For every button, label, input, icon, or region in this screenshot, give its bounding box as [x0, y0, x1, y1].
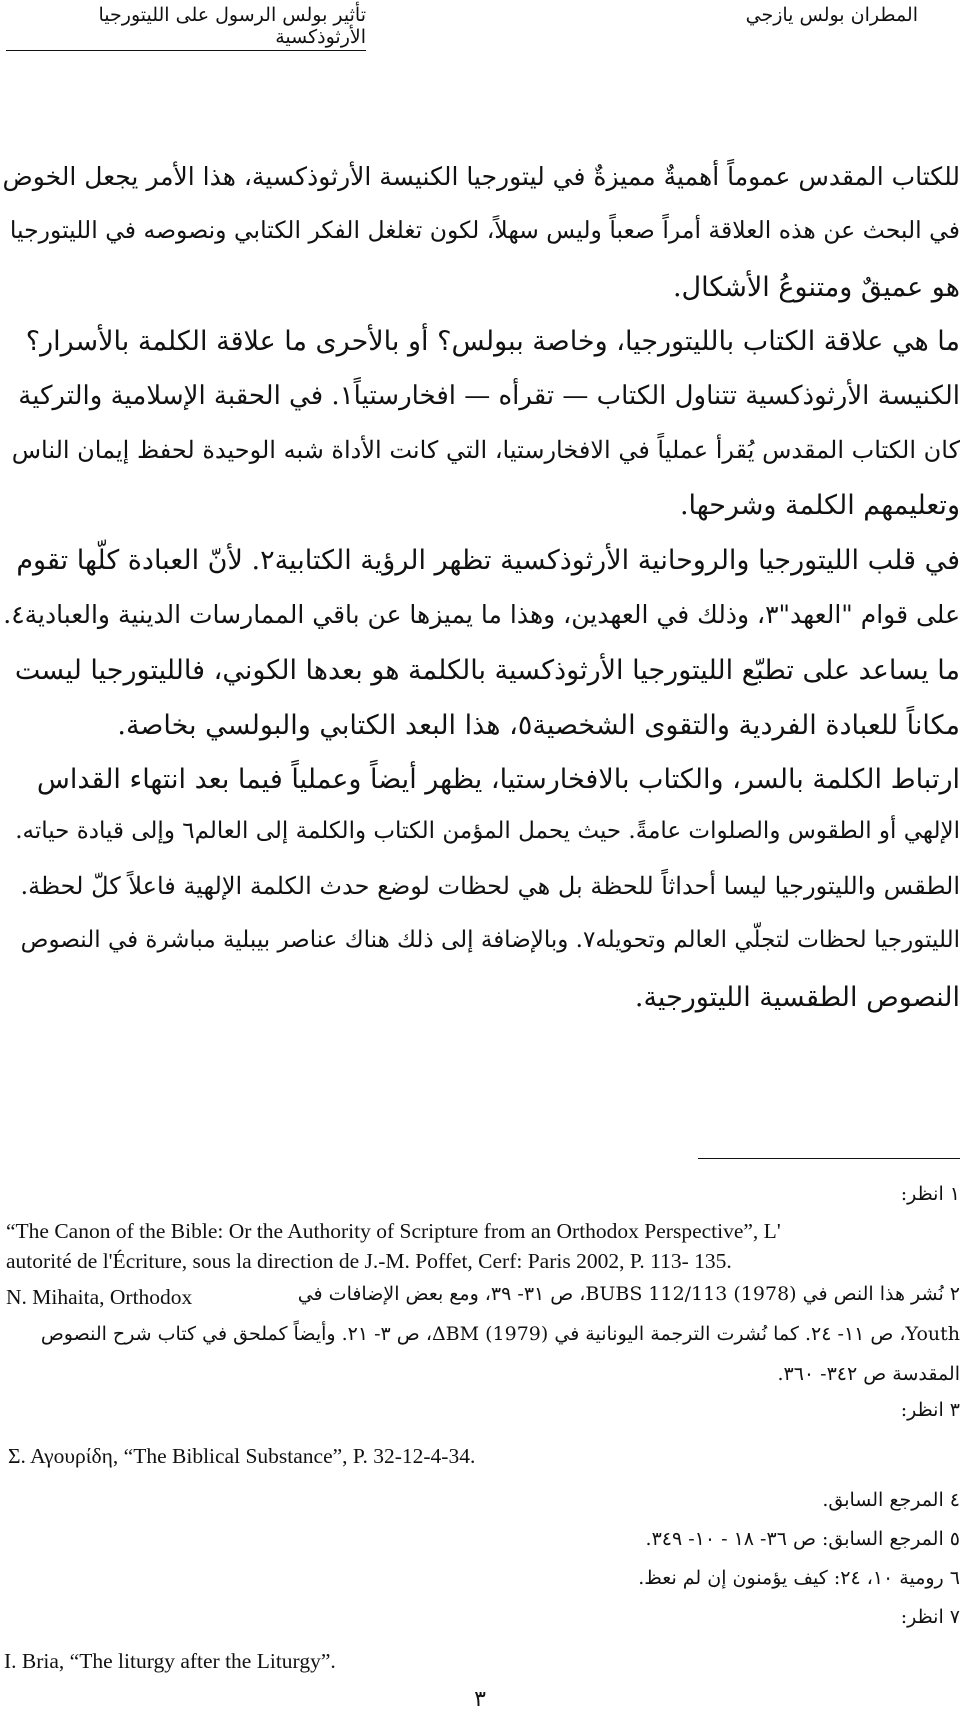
body-line: وتعليمهم الكلمة وشرحها. — [679, 490, 960, 521]
body-line: في البحث عن هذه العلاقة أمراً صعباً وليس سهلاً، لكون تغلغل الفكر الكتابي ونصوصه في الليتورجيا — [9, 216, 960, 244]
footnote-1-label: ١ انظر: — [900, 1183, 960, 1205]
body-line: الليتورجيا لحظات لتجلّي العالم وتحويله٧. وبالإضافة إلى ذلك هناك عناصر بيبلية مباشرة في النصوص — [20, 927, 960, 953]
body-line: في قلب الليتورجيا والروحانية الأرثوذكسية تظهر الرؤية الكتابية٢. لأنّ العبادة كلّها تقوم — [16, 545, 960, 576]
footnote-7-citation: I. Bria, “The liturgy after the Liturgy”. — [4, 1649, 336, 1673]
body-line: النصوص الطقسية الليتورجية. — [634, 982, 960, 1013]
footnote-1-citation-line1: “The Canon of the Bible: Or the Authority of Scripture from an Orthodox Perspective”, L' — [6, 1219, 781, 1243]
body-line: الطقس والليتورجيا ليسا أحداثاً للحظة بل هي لحظات لوضع حدث الكلمة الإلهية فاعلاً كلّ لحظة. — [20, 872, 960, 900]
footnote-2-line3: المقدسة ص ٣٤٢- ٣٦٠. — [777, 1363, 960, 1385]
header-title: تأثير بولس الرسول على الليتورجيا الأرثوذكسية — [6, 4, 366, 51]
page-number: ٣ — [474, 1687, 486, 1712]
footnote-2-line2: Youth، ص ١١- ٢٤. كما نُشرت الترجمة اليونانية في ΔBM (1979)، ص ٣- ٢١. وأيضاً كملحق في كتاب شرح النصوص — [40, 1323, 960, 1345]
footnote-2-line1: ٢ نُشر هذا النص في (1978) BUBS 112/113، ص ٣١- ٣٩، ومع بعض الإضافات في — [297, 1283, 960, 1305]
footnote-6: ٦ رومية ١٠، ٢٤: كيف يؤمنون إن لم نعظ. — [638, 1567, 960, 1589]
body-line: مكاناً للعبادة الفردية والتقوى الشخصية٥، هذا البعد الكتابي والبولسي بخاصة. — [117, 710, 960, 741]
body-line: الكنيسة الأرثوذكسية تتناول الكتاب — تقرأه — افخارستياً١. في الحقبة الإسلامية والتركية — [18, 381, 960, 411]
body-line: للكتاب المقدس عموماً أهميةٌ مميزةٌ في ليتورجيا الكنيسة الأرثوذكسية، هذا الأمر يجعل الخوض — [2, 162, 960, 191]
footnote-separator — [698, 1158, 960, 1159]
footnote-5: ٥ المرجع السابق: ص ٣٦- ١٨ - ١٠- ٣٤٩. — [645, 1528, 960, 1550]
footnote-4: ٤ المرجع السابق. — [822, 1489, 960, 1511]
body-line: ما هي علاقة الكتاب بالليتورجيا، وخاصة ببولس؟ أو بالأحرى ما علاقة الكلمة بالأسرار؟ — [25, 326, 960, 357]
body-line: هو عميقٌ ومتنوعُ الأشكال. — [672, 272, 960, 303]
body-line: الإلهي أو الطقوس والصلوات عامةً. حيث يحمل المؤمن الكتاب والكلمة إلى العالم٦ وإلى قيادة حياته. — [15, 818, 960, 844]
footnote-7-label: ٧ انظر: — [900, 1606, 960, 1628]
footnote-3-citation: Σ. Αγουρίδη, “The Biblical Substance”, P. 32-12-4-34. — [8, 1444, 476, 1468]
body-line: على قوام "العهد"٣، وذلك في العهدين، وهذا ما يميزها عن باقي الممارسات الدينية والعبادية٤. — [3, 600, 960, 629]
footnote-1-citation-line2: autorité de l'Écriture, sous la direction de J.-M. Poffet, Cerf: Paris 2002, P. 113- 135. — [6, 1249, 732, 1273]
footnote-2-line1-latin: N. Mihaita, Orthodox — [6, 1285, 193, 1309]
header-author: المطران بولس يازجي — [745, 4, 918, 26]
body-line: ما يساعد على تطبّع الليتورجيا الأرثوذكسية بالكلمة هو بعدها الكوني، فالليتورجيا ليست — [14, 655, 960, 686]
body-line: ارتباط الكلمة بالسر، والكتاب بالافخارستيا، يظهر أيضاً وعملياً فيما بعد انتهاء القداس — [36, 764, 960, 795]
body-line: كان الكتاب المقدس يُقرأ عملياً في الافخارستيا، التي كانت الأداة شبه الوحيدة لحفظ إيمان الناس — [11, 436, 960, 464]
footnote-3-label: ٣ انظر: — [900, 1399, 960, 1421]
